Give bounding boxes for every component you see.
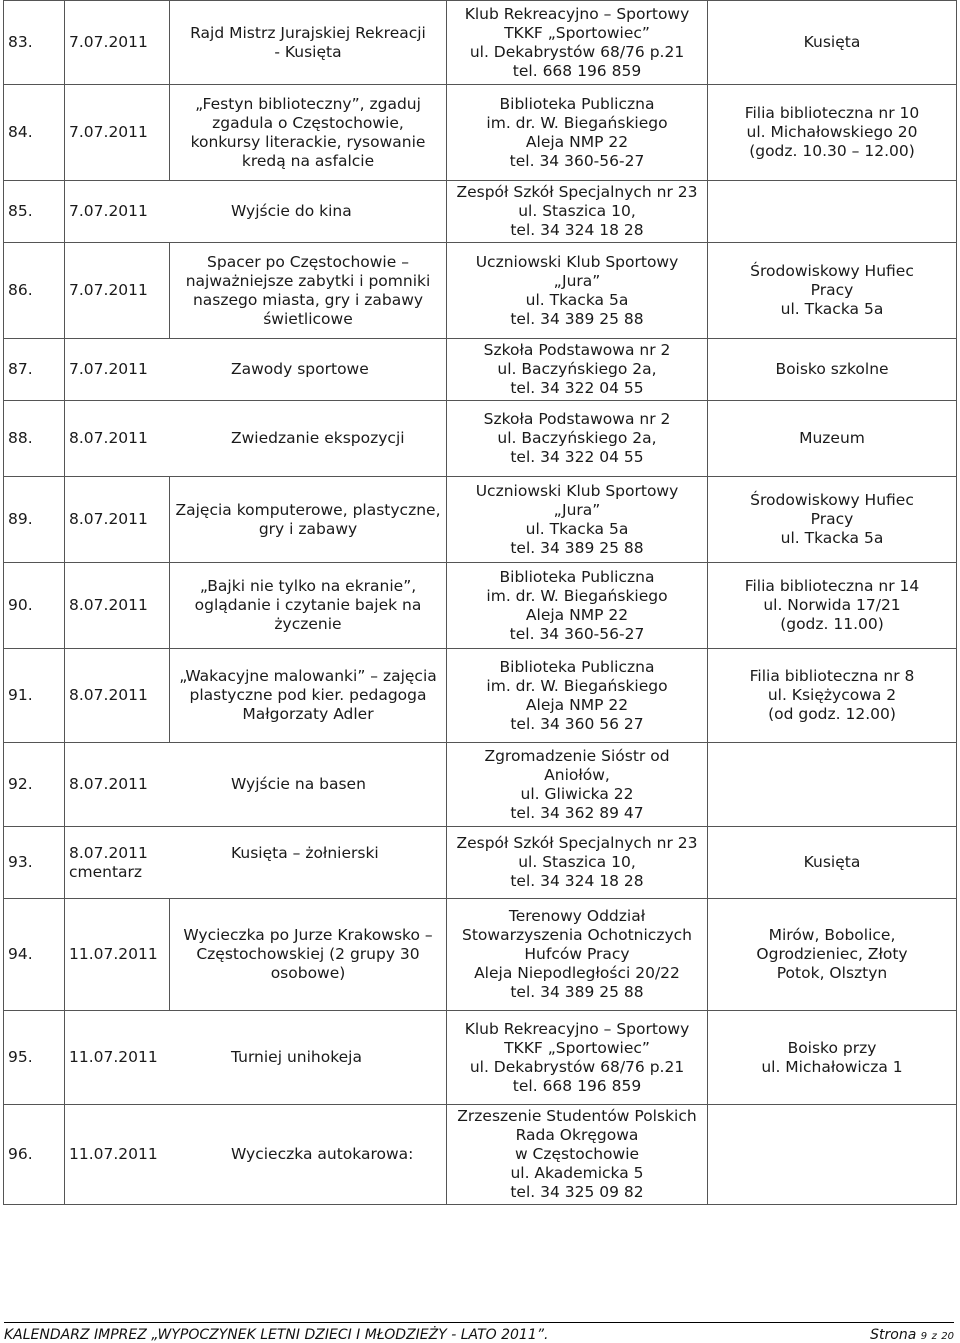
location-line: Filia biblioteczna nr 10 (744, 104, 920, 122)
event-title-line: Częstochowskiej (2 grupy 30 (196, 945, 420, 963)
organizer-line: TKKF „Sportowiec” (504, 23, 650, 42)
event-title-line: Zajęcia komputerowe, plastyczne, (175, 500, 441, 519)
organizer-line: Szkoła Podstawowa nr 2 (483, 410, 671, 428)
event-title-line: konkursy literackie, rysowanie (190, 132, 426, 151)
event-date: 7.07.2011 (65, 243, 170, 339)
location-line: Kusięta (803, 853, 861, 871)
location-cell (708, 827, 957, 899)
organizer-line: tel. 34 322 04 55 (510, 448, 644, 466)
table-row (4, 401, 957, 477)
organizer-line: im. dr. W. Biegańskiego (486, 586, 668, 605)
row-number: 89. (4, 477, 65, 563)
organizer-line: tel. 34 325 09 82 (510, 1183, 644, 1201)
organizer-line: „Jura” (553, 271, 601, 290)
organizer-line: Uczniowski Klub Sportowy (475, 252, 679, 271)
location-line: (godz. 11.00) (780, 615, 884, 633)
location-cell (708, 243, 957, 339)
location-line: Boisko szkolne (775, 360, 889, 378)
date-title-cell (65, 1011, 447, 1105)
page-total: 20 (941, 1331, 954, 1342)
organizer-line: tel. 34 362 89 47 (510, 803, 644, 822)
date-title-cell (65, 743, 447, 827)
event-title-cell (170, 563, 447, 649)
table-row (4, 477, 957, 563)
organizer-cell (447, 563, 708, 649)
organizer-cell (447, 1105, 708, 1205)
events-table-body (4, 1, 957, 1205)
event-date: 8.07.2011 (65, 477, 170, 563)
table-row (4, 85, 957, 181)
row-number: 88. (4, 401, 65, 477)
location-line: Pracy (810, 510, 854, 528)
location-cell (708, 181, 957, 243)
location-cell (708, 477, 957, 563)
event-date: 11.07.2011 (69, 1048, 158, 1066)
location-cell (708, 1, 957, 85)
row-number: 96. (4, 1105, 65, 1205)
organizer-line: Terenowy Oddział (508, 907, 646, 925)
location-cell (708, 401, 957, 477)
page-separator: z (931, 1331, 937, 1342)
location-line: Ogrodzieniec, Złoty (756, 945, 908, 963)
event-date: 11.07.2011 (65, 899, 170, 1011)
event-date: 8.07.2011 (69, 843, 148, 862)
organizer-line: tel. 34 360 56 27 (510, 714, 644, 733)
date-title-cell (65, 181, 447, 243)
organizer-line: tel. 34 389 25 88 (510, 983, 644, 1001)
page-label: Strona (870, 1327, 917, 1343)
organizer-line: ul. Staszica 10, (518, 202, 636, 220)
event-title-cell (170, 85, 447, 181)
organizer-cell (447, 899, 708, 1011)
organizer-cell (447, 649, 708, 743)
location-cell (708, 899, 957, 1011)
organizer-line: Klub Rekreacyjno – Sportowy (464, 4, 690, 23)
organizer-line: Stowarzyszenia Ochotniczych (462, 926, 692, 944)
location-line: Środowiskowy Hufiec (750, 491, 914, 509)
event-date: 8.07.2011 (65, 649, 170, 743)
location-line: ul. Michałowskiego 20 (746, 123, 918, 141)
events-table (3, 0, 957, 1205)
event-date: 8.07.2011 (69, 429, 148, 447)
table-row (4, 1, 957, 85)
organizer-line: ul. Baczyńskiego 2a, (497, 429, 657, 447)
organizer-line: TKKF „Sportowiec” (504, 1038, 650, 1057)
organizer-line: ul. Dekabrystów 68/76 p.21 (469, 1057, 685, 1076)
event-title: Zwiedzanie ekspozycji (231, 429, 405, 447)
organizer-line: Klub Rekreacyjno – Sportowy (464, 1019, 690, 1038)
row-number: 90. (4, 563, 65, 649)
table-row (4, 339, 957, 401)
organizer-line: Biblioteka Publiczna (499, 567, 655, 586)
event-title-line: najważniejsze zabytki i pomniki (185, 271, 431, 290)
event-date: 8.07.2011 (69, 775, 148, 793)
row-number: 93. (4, 827, 65, 899)
location-cell (708, 743, 957, 827)
event-date: 7.07.2011 (65, 1, 170, 85)
location-line: Pracy (810, 281, 854, 299)
event-title-line: Rajd Mistrz Jurajskiej Rekreacji (190, 23, 426, 42)
organizer-line: Zrzeszenie Studentów Polskich (457, 1107, 697, 1125)
organizer-cell (447, 1, 708, 85)
location-line: Środowiskowy Hufiec (750, 262, 914, 280)
date-title-cell (65, 1105, 447, 1205)
organizer-line: Szkoła Podstawowa nr 2 (483, 341, 671, 359)
location-line: ul. Tkacka 5a (780, 529, 884, 547)
organizer-cell (447, 85, 708, 181)
location-line: ul. Tkacka 5a (780, 300, 884, 318)
event-title-line: kredą na asfalcie (241, 151, 375, 170)
event-date: 8.07.2011 (65, 563, 170, 649)
location-line: Kusięta (803, 33, 861, 51)
row-number: 86. (4, 243, 65, 339)
organizer-line: ul. Akademicka 5 (510, 1164, 644, 1182)
location-line: Filia biblioteczna nr 8 (749, 667, 915, 685)
location-cell (708, 1011, 957, 1105)
row-number: 94. (4, 899, 65, 1011)
event-title-cell (170, 1, 447, 85)
organizer-line: ul. Dekabrystów 68/76 p.21 (469, 42, 685, 61)
table-row (4, 243, 957, 339)
date-title-cell (65, 339, 447, 401)
location-line: (od godz. 12.00) (768, 705, 896, 723)
organizer-cell (447, 743, 708, 827)
organizer-line: tel. 668 196 859 (512, 61, 642, 80)
location-line: Boisko przy (787, 1038, 877, 1057)
event-title-line: naszego miasta, gry i zabawy (192, 290, 424, 309)
table-row (4, 1011, 957, 1105)
organizer-cell (447, 339, 708, 401)
organizer-cell (447, 1011, 708, 1105)
organizer-cell (447, 827, 708, 899)
event-title-line: „Bajki nie tylko na ekranie”, (199, 577, 417, 595)
organizer-line: w Częstochowie (514, 1145, 640, 1163)
location-line: Muzeum (799, 429, 865, 447)
event-title: Wyjście do kina (231, 202, 352, 220)
location-line: ul. Księżycowa 2 (767, 686, 897, 704)
event-title-line: „Festyn biblioteczny”, zgaduj (195, 94, 421, 113)
location-cell (708, 85, 957, 181)
table-row (4, 181, 957, 243)
date-title-cell (65, 401, 447, 477)
organizer-line: tel. 34 360-56-27 (509, 151, 645, 170)
location-line: Filia biblioteczna nr 14 (744, 577, 920, 595)
organizer-line: im. dr. W. Biegańskiego (486, 113, 668, 132)
organizer-line: Biblioteka Publiczna (499, 657, 655, 676)
event-title-line: świetlicowe (263, 309, 353, 328)
row-number: 92. (4, 743, 65, 827)
organizer-cell (447, 243, 708, 339)
organizer-cell (447, 477, 708, 563)
organizer-cell (447, 401, 708, 477)
organizer-line: ul. Baczyńskiego 2a, (497, 360, 657, 378)
organizer-line: Aleja Niepodległości 20/22 (474, 964, 680, 982)
event-title: Turniej unihokeja (231, 1048, 362, 1066)
organizer-cell (447, 181, 708, 243)
location-cell (708, 649, 957, 743)
page-current: 9 (920, 1331, 928, 1342)
organizer-line: Aleja NMP 22 (525, 132, 629, 151)
organizer-line: Aniołów, (544, 765, 610, 784)
row-number: 84. (4, 85, 65, 181)
location-cell (708, 1105, 957, 1205)
row-number: 91. (4, 649, 65, 743)
event-date: 7.07.2011 (65, 85, 170, 181)
organizer-line: tel. 34 324 18 28 (510, 872, 644, 890)
location-cell (708, 563, 957, 649)
event-title-line: życzenie (274, 615, 342, 633)
organizer-line: tel. 34 360-56-27 (509, 624, 645, 643)
location-line: ul. Norwida 17/21 (763, 596, 901, 614)
organizer-line: tel. 34 389 25 88 (510, 309, 644, 328)
table-row (4, 827, 957, 899)
organizer-line: Zgromadzenie Sióstr od (484, 746, 670, 765)
table-row (4, 899, 957, 1011)
table-row (4, 743, 957, 827)
event-title-line: osobowe) (270, 964, 346, 982)
row-number: 83. (4, 1, 65, 85)
organizer-line: ul. Staszica 10, (518, 853, 636, 871)
organizer-line: Biblioteka Publiczna (499, 94, 655, 113)
event-title-cell (170, 899, 447, 1011)
organizer-line: Hufców Pracy (524, 945, 630, 963)
location-line: Potok, Olsztyn (776, 964, 888, 982)
event-title: Wycieczka autokarowa: (231, 1145, 414, 1163)
event-title: Zawody sportowe (231, 360, 369, 378)
page-footer (4, 1322, 954, 1343)
organizer-line: tel. 668 196 859 (512, 1076, 642, 1095)
event-title-line: Spacer po Częstochowie – (207, 252, 409, 271)
location-cell (708, 339, 957, 401)
organizer-line: tel. 34 322 04 55 (510, 379, 644, 397)
event-title-line: zgadula o Częstochowie, (212, 113, 404, 132)
row-number: 85. (4, 181, 65, 243)
event-title-line: plastyczne pod kier. pedagoga (189, 686, 427, 704)
organizer-line: Uczniowski Klub Sportowy (475, 481, 679, 500)
footer-title: KALENDARZ IMPREZ „WYPOCZYNEK LETNI DZIECI I MŁODZIEŻY - LATO 2011”. (4, 1327, 549, 1343)
row-number: 87. (4, 339, 65, 401)
table-row (4, 649, 957, 743)
event-title-line: Małgorzaty Adler (242, 705, 374, 723)
date-title-cell (65, 827, 447, 899)
organizer-line: tel. 34 389 25 88 (510, 538, 644, 557)
event-title-cell (170, 243, 447, 339)
event-date: 7.07.2011 (69, 360, 148, 378)
event-title-line: „Wakacyjne malowanki” – zajęcia (179, 667, 437, 685)
table-row (4, 1105, 957, 1205)
organizer-line: Rada Okręgowa (515, 1126, 639, 1144)
organizer-line: Aleja NMP 22 (525, 605, 629, 624)
event-title: Kusięta – żołnierski cmentarz (69, 843, 379, 881)
organizer-line: ul. Tkacka 5a (525, 519, 629, 538)
organizer-line: „Jura” (553, 500, 601, 519)
event-title: Wyjście na basen (231, 775, 366, 793)
event-title-line: oglądanie i czytanie bajek na (194, 596, 422, 614)
organizer-line: tel. 34 324 18 28 (510, 221, 644, 239)
organizer-line: ul. Tkacka 5a (525, 290, 629, 309)
location-line: Mirów, Bobolice, (768, 926, 896, 944)
table-row (4, 563, 957, 649)
event-date: 11.07.2011 (69, 1145, 158, 1163)
event-title-line: gry i zabawy (258, 519, 358, 538)
organizer-line: Aleja NMP 22 (525, 695, 629, 714)
organizer-line: im. dr. W. Biegańskiego (486, 676, 668, 695)
event-title-cell (170, 649, 447, 743)
location-line: ul. Michałowicza 1 (761, 1057, 903, 1076)
location-line: (godz. 10.30 – 12.00) (749, 142, 915, 160)
event-title-line: Wycieczka po Jurze Krakowsko – (183, 926, 433, 944)
organizer-line: Zespół Szkół Specjalnych nr 23 (456, 183, 698, 201)
row-number: 95. (4, 1011, 65, 1105)
event-title-line: - Kusięta (274, 42, 342, 61)
event-date: 7.07.2011 (69, 202, 148, 220)
organizer-line: Zespół Szkół Specjalnych nr 23 (456, 834, 698, 852)
event-title-cell (170, 477, 447, 563)
organizer-line: ul. Gliwicka 22 (520, 784, 634, 803)
